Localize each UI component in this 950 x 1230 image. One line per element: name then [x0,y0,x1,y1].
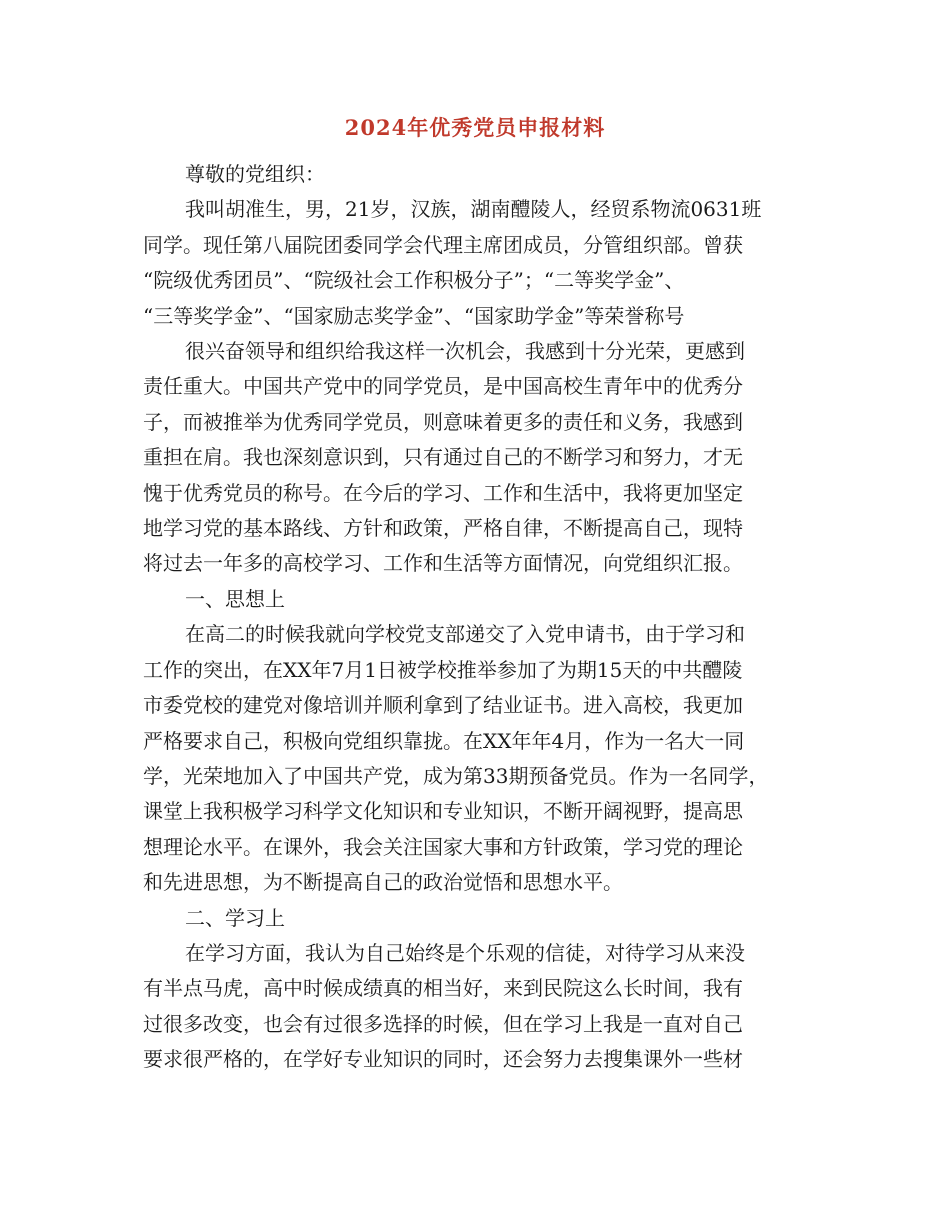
paragraph-thought: 在高二的时候我就向学校党支部递交了入党申请书，由于学习和 工作的突出，在XX年7月1日被学校推举参加了为期15天的中共醴陵 市委党校的建党对像培训并顺利拿到了结业证书。进入高校，我更加 严格要求自己，积极向党组织靠拢。在XX年年4月，作为一名大一同 学，光荣地加入了中国共产党，成为第33期预备党员。作为一名同学， 课堂上我积极学习科学文化知识和专业知识，不断开阔视野，提高思 想理论水平。在课外，我会关注国家大事和方针政策，学习党的理论 和先进思想，为不断提高自己的政治觉悟和思想水平。 [143,622,769,895]
section-heading-thought: 一、思想上 [185,586,285,611]
document-title: 2024年优秀党员申报材料 [344,115,606,140]
paragraph-self-intro: 我叫胡准生，男，21岁，汉族，湖南醴陵人，经贸系物流0631班 同学。现任第八届院团委同学会代理主席团成员，分管组织部。曾获 “院级优秀团员”、“院级社会工作积极分子”；“二等奖学金”、 “三等奖学金”、“国家励志奖学金”、“国家助学金”等荣誉称号 [143,197,762,328]
salutation: 尊敬的党组织： [185,162,325,186]
paragraph-study: 在学习方面，我认为自己始终是个乐观的信徒，对待学习从来没 有半点马虎，高中时候成绩真的相当好，来到民院这么长时间，我有 过很多改变，也会有过很多选择的时候，但在学习上我是一直对自己 要求很严格的，在学好专业知识的同时，还会努力去搜集课外一些材 [143,940,745,1072]
document-body [143,157,813,1078]
section-heading-study: 二、学习上 [185,905,285,930]
paragraph-gratitude: 很兴奋领导和组织给我这样一次机会，我感到十分光荣，更感到 责任重大。中国共产党中的同学党员，是中国高校生青年中的优秀分 子，而被推举为优秀同学党员，则意味着更多的责任和义务，我感到 重担在肩。我也深刻意识到，只有通过自己的不断学习和努力，才无 愧于优秀党员的称号。在今后的学习、工作和生活中，我将更加坚定 地学习党的基本路线、方针和政策，严格自律，不断提高自己，现特 将过去一年多的高校学习、工作和生活等方面情况，向党组织汇报。 [143,339,745,576]
